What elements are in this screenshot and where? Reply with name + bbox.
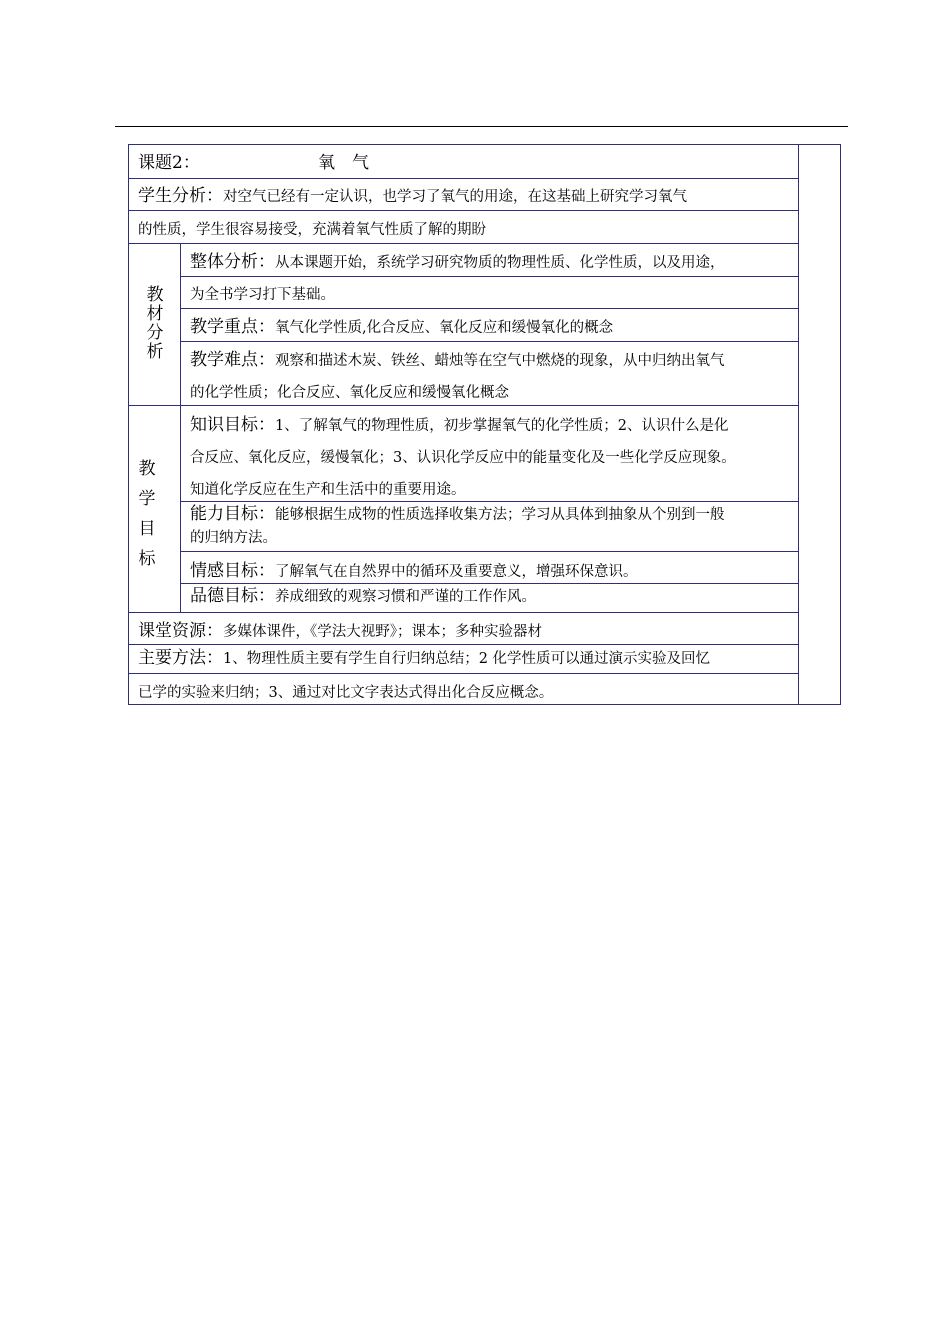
row-border — [180, 501, 799, 502]
row-border — [180, 583, 799, 584]
row-border — [128, 405, 799, 406]
header-rule — [115, 126, 848, 127]
ability-goal-text-cont: 的归纳方法。 — [190, 530, 277, 546]
row-border — [128, 178, 799, 179]
morality-goal-label: 品德目标： — [190, 586, 275, 606]
ability-goal-text: 能够根据生成物的性质选择收集方法；学习从具体到抽象从个别到一般 — [275, 507, 725, 523]
student-analysis-text: 对空气已经有一定认识，也学习了氧气的用途，在这基础上研究学习氧气 — [223, 189, 687, 205]
overall-analysis-label: 整体分析： — [190, 252, 275, 272]
row-border — [128, 210, 799, 211]
emotion-goal-label: 情感目标： — [190, 561, 275, 581]
methods-label: 主要方法： — [138, 648, 223, 668]
student-analysis-text-cont: 的性质，学生很容易接受，充满着氧气性质了解的期盼 — [138, 222, 486, 238]
key-points-text: 氧气化学性质,化合反应、氧化反应和缓慢氧化的概念 — [275, 320, 614, 336]
methods-text-cont: 已学的实验来归纳；3、通过对比文字表达式得出化合反应概念。 — [138, 685, 554, 701]
difficulties-label: 教学难点： — [190, 350, 275, 370]
difficulties-text-cont: 的化学性质；化合反应、氧化反应和缓慢氧化概念 — [190, 385, 509, 401]
resources-text: 多媒体课件，《学法大视野》；课本；多种实验器材 — [223, 624, 542, 640]
topic-label: 课题2： — [138, 153, 200, 173]
knowledge-goal-label: 知识目标： — [190, 415, 275, 435]
student-analysis-label: 学生分析： — [138, 186, 223, 206]
methods-text: 1、物理性质主要有学生自行归纳总结；2 化学性质可以通过演示实验及回忆 — [223, 651, 711, 667]
knowledge-goal-text-cont: 合反应、氧化反应，缓慢氧化；3、认识化学反应中的能量变化及一些化学反应现象。 — [190, 450, 736, 466]
overall-analysis-text-cont: 为全书学习打下基础。 — [190, 287, 335, 303]
overall-analysis-text: 从本课题开始，系统学习研究物质的物理性质、化学性质，以及用途， — [275, 255, 725, 271]
side-column-border — [180, 243, 181, 612]
topic-title: 氧 气 — [318, 153, 369, 173]
row-border — [180, 551, 799, 552]
morality-goal-text: 养成细致的观察习惯和严谨的工作作风。 — [275, 589, 536, 605]
textbook-analysis-side-label: 教 材 分 析 — [146, 285, 164, 362]
row-border — [128, 243, 799, 244]
table-right-column-border — [798, 144, 799, 705]
knowledge-goal-text: 1、了解氧气的物理性质，初步掌握氧气的化学性质；2、认识什么是化 — [275, 418, 729, 434]
row-border — [180, 308, 799, 309]
emotion-goal-text: 了解氧气在自然界中的循环及重要意义，增强环保意识。 — [275, 564, 638, 580]
resources-label: 课堂资源： — [138, 621, 223, 641]
row-border — [128, 644, 799, 645]
ability-goal-label: 能力目标： — [190, 504, 275, 524]
row-border — [180, 341, 799, 342]
key-points-label: 教学重点： — [190, 317, 275, 337]
row-border — [128, 673, 799, 674]
knowledge-goal-text-cont2: 知道化学反应在生产和生活中的重要用途。 — [190, 482, 466, 498]
difficulties-text: 观察和描述木炭、铁丝、蜡烛等在空气中燃烧的现象，从中归纳出氧气 — [275, 353, 725, 369]
row-border — [180, 276, 799, 277]
teaching-goals-side-label: 教 学 目 标 — [138, 459, 156, 569]
row-border — [128, 612, 799, 613]
